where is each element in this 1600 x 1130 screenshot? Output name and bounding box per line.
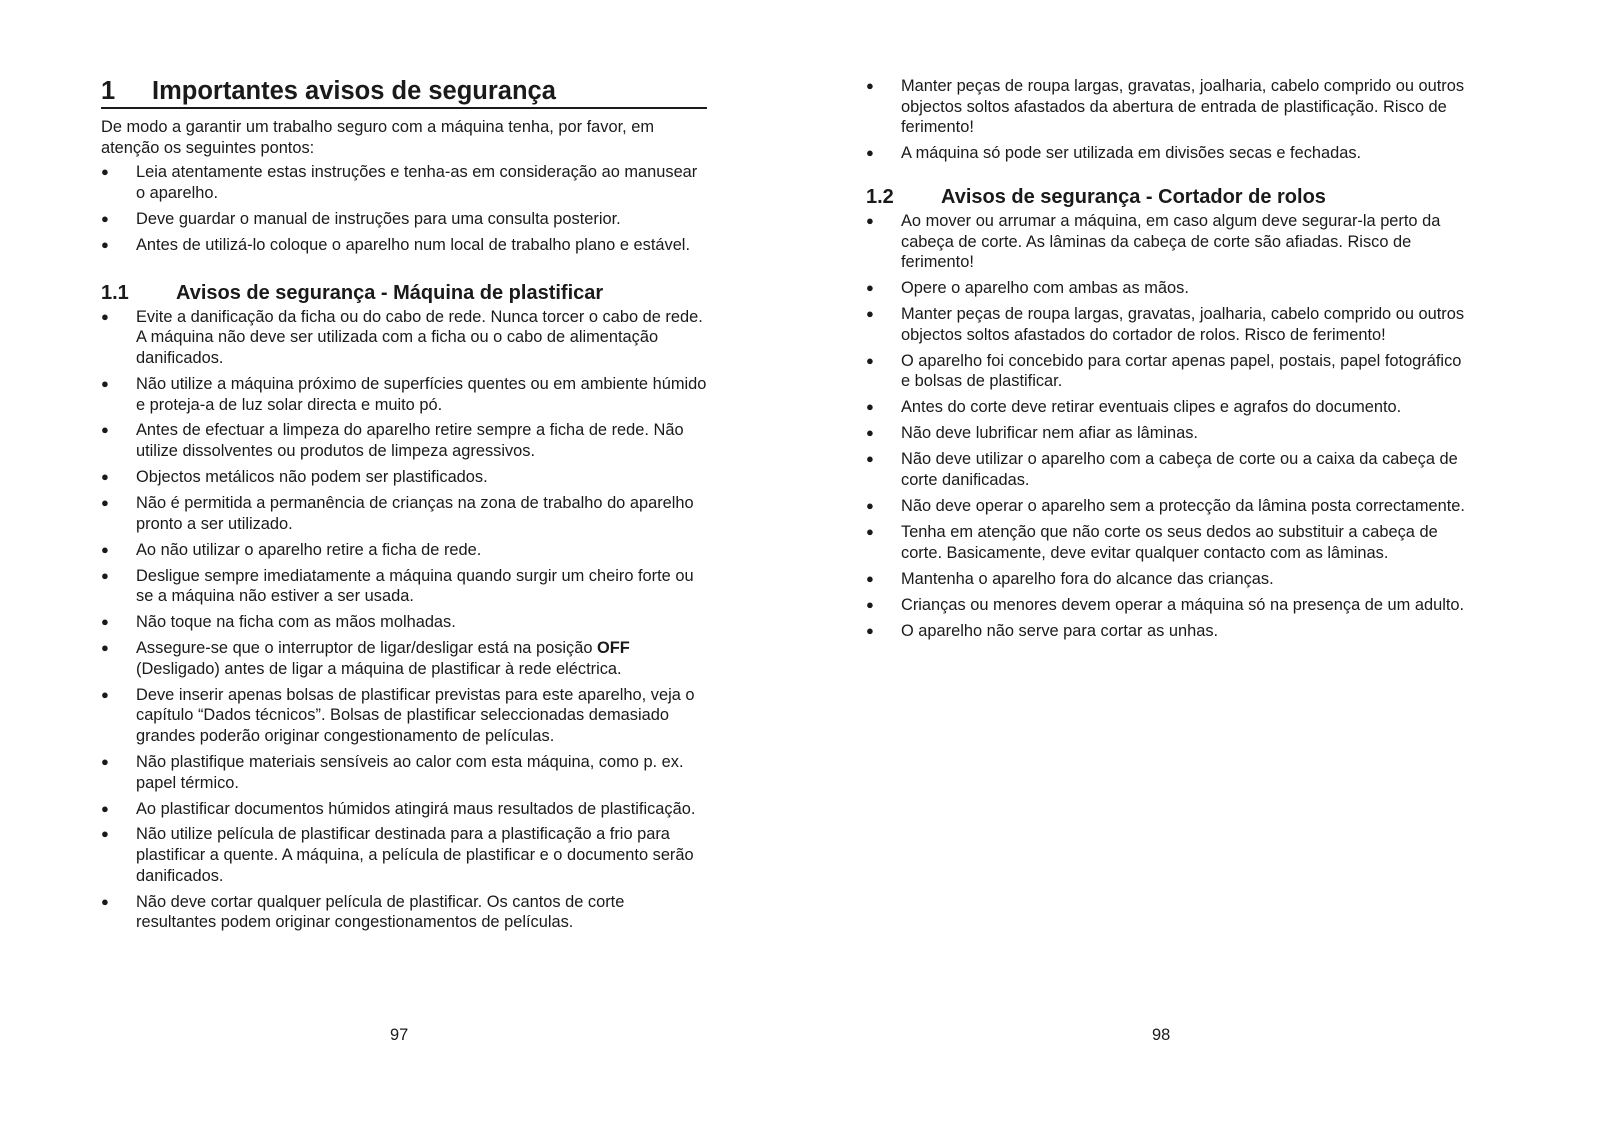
list-item [866,522,1466,563]
section-heading-1-2 [866,185,1466,209]
list-item [101,467,707,488]
list-item-text: Não deve operar o aparelho sem a protecção da lâmina posta correctamente. [901,497,1465,516]
bullet-icon: ● [866,352,874,368]
bullet-icon: ● [866,524,874,539]
bullet-icon: ● [866,306,874,322]
bullet-icon: ● [101,422,109,438]
list-item-text: Não é permitida a permanência de crianças na zona de trabalho do aparelho pronto a ser utilizado. [136,494,694,533]
bullet-icon: ● [101,469,109,485]
list-item [866,211,1466,273]
list-item [101,566,707,607]
continued-safety-list [866,76,1466,164]
list-item [101,162,707,203]
bullet-icon: ● [101,614,109,630]
bullet-icon: ● [101,826,109,842]
section-title: Avisos de segurança - Máquina de plastificar [176,281,604,304]
bullet-icon: ● [866,451,874,467]
list-item-text: Manter peças de roupa largas, gravatas, joalharia, cabelo comprido ou outros objectos soltos afastados da abertura de entrada de plastificação. Risco de ferimento! [901,77,1465,137]
list-item-text: O aparelho não serve para cortar as unhas. [901,621,1219,640]
list-item [101,799,707,820]
list-item-text: A máquina só pode ser utilizada em divisões secas e fechadas. [901,144,1362,163]
list-item-text: Assegure-se que o interruptor de ligar/desligar está na posição [136,639,598,658]
list-item-text: Antes de utilizá-lo coloque o aparelho num local de trabalho plano e estável. [136,235,691,254]
laminator-safety-list [101,307,707,933]
list-item-text: Desligue sempre imediatamente a máquina quando surgir um cheiro forte ou se a máquina não estiver a ser usada. [136,566,694,606]
chapter-heading [101,76,707,109]
bullet-icon: ● [101,236,109,252]
list-item [101,374,707,415]
bullet-icon: ● [866,570,874,586]
section-heading-1-1 [101,281,707,305]
bullet-icon: ● [866,78,874,93]
list-item [101,752,707,793]
list-item [101,493,707,534]
list-item [866,304,1466,345]
list-item-text: Não deve cortar qualquer película de plastificar. Os cantos de corte resultantes podem originar congestionamentos de películas. [136,892,625,932]
right-page [866,76,1466,647]
bullet-icon: ● [101,893,109,909]
emphasized-text: OFF [597,639,630,658]
bullet-icon: ● [101,800,109,816]
list-item-text: Crianças ou menores devem operar a máquina só na presença de um adulto. [901,595,1465,614]
section-number: 1.2 [866,186,894,209]
list-item-text: O aparelho foi concebido para cortar apenas papel, postais, papel fotográfico e bolsas de plastificar. [901,351,1462,391]
list-item-text: Mantenha o aparelho fora do alcance das crianças. [901,569,1274,588]
bullet-icon: ● [101,495,109,511]
chapter-title: Importantes avisos de segurança [152,77,556,105]
list-item [101,235,707,256]
page-number: 97 [390,1026,409,1044]
list-item [101,307,707,369]
list-item-text: Manter peças de roupa largas, gravatas, joalharia, cabelo comprido ou outros objectos soltos afastados do cortador de rolos. Risco de ferimento! [901,305,1465,344]
section-title: Avisos de segurança - Cortador de rolos [941,186,1326,209]
list-item-text: Deve guardar o manual de instruções para uma consulta posterior. [136,209,621,228]
bullet-icon: ● [866,280,874,296]
left-page [101,76,707,938]
list-item-text: Ao mover ou arrumar a máquina, em caso algum deve segurar-la perto da cabeça de corte. As lâminas da cabeça de corte são afiadas. Risco de ferimento! [901,212,1441,272]
bullet-icon: ● [866,145,874,161]
page-number: 98 [1152,1026,1171,1044]
list-item [101,685,707,747]
bullet-icon: ● [866,498,874,514]
list-item [101,638,707,679]
list-item-text: Não plastifique materiais sensíveis ao calor com esta máquina, como p. ex. papel térmico. [136,752,684,792]
list-item [101,824,707,886]
chapter-number: 1 [101,77,116,105]
bullet-icon: ● [101,686,109,702]
list-item [866,569,1466,590]
list-item [101,420,707,461]
bullet-icon: ● [866,425,874,441]
list-item-text: Leia atentamente estas instruções e tenha-as em consideração ao manusear o aparelho. [136,163,698,202]
list-item-text: Não utilize película de plastificar destinada para a plastificação a frio para plastificar a quente. A máquina, a película de plastificar e o documento serão danificados. [136,825,694,885]
list-item-text: Antes do corte deve retirar eventuais clipes e agrafos do documento. [901,398,1402,417]
list-item-text: Objectos metálicos não podem ser plastificados. [136,468,488,487]
list-item-text: Opere o aparelho com ambas as mãos. [901,279,1189,298]
intro-paragraph: De modo a garantir um trabalho seguro com a máquina tenha, por favor, em atenção os seguintes pontos: [101,118,655,157]
list-item [101,612,707,633]
list-item-text: Não utilize a máquina próximo de superfícies quentes ou em ambiente húmido e proteja-a de luz solar directa e muito pó. [136,374,707,414]
bullet-icon: ● [101,375,109,391]
list-item [866,278,1466,299]
list-item-text: Antes de efectuar a limpeza do aparelho retire sempre a ficha de rede. Não utilize dissolventes ou produtos de limpeza agressivos. [136,421,684,461]
list-item-text: Não toque na ficha com as mãos molhadas. [136,613,456,632]
general-safety-list [101,162,707,255]
list-item [866,621,1466,642]
list-item [866,143,1466,164]
list-item [866,423,1466,444]
section-number: 1.1 [101,281,129,304]
list-item [866,351,1466,392]
list-item-text: Ao não utilizar o aparelho retire a ficha de rede. [136,540,482,559]
bullet-icon: ● [101,164,109,180]
list-item [866,449,1466,490]
bullet-icon: ● [866,399,874,415]
list-item [866,397,1466,418]
roll-cutter-safety-list [866,211,1466,641]
list-item-text: Evite a danificação da ficha ou do cabo de rede. Nunca torcer o cabo de rede. A máquina não deve ser utilizada com a ficha ou o cabo de alimentação danificados. [136,307,703,367]
list-item [866,496,1466,517]
bullet-icon: ● [101,753,109,769]
bullet-icon: ● [101,640,109,656]
bullet-icon: ● [866,596,874,612]
list-item [101,892,707,933]
bullet-icon: ● [101,308,109,324]
list-item [866,76,1466,138]
list-item-text: Deve inserir apenas bolsas de plastificar previstas para este aparelho, veja o capítulo “Dados técnicos”. Bolsas de plastificar seleccionadas demasiado grandes poderão originar congestionamento de películas. [136,685,695,745]
bullet-icon: ● [866,213,874,229]
list-item [101,540,707,561]
bullet-icon: ● [101,210,109,226]
list-item-text-continued: (Desligado) antes de ligar a máquina de plastificar à rede eléctrica. [136,659,622,678]
bullet-icon: ● [101,567,109,583]
bullet-icon: ● [101,541,109,557]
bullet-icon: ● [866,622,874,638]
list-item-text: Não deve utilizar o aparelho com a cabeça de corte ou a caixa da cabeça de corte danificadas. [901,450,1458,490]
list-item [866,595,1466,616]
list-item-text: Tenha em atenção que não corte os seus dedos ao substituir a cabeça de corte. Basicamente, deve evitar qualquer contacto com as lâminas. [901,523,1438,562]
list-item-text: Não deve lubrificar nem afiar as lâminas. [901,424,1198,443]
list-item [101,209,707,230]
list-item-text: Ao plastificar documentos húmidos atingirá maus resultados de plastificação. [136,799,696,818]
